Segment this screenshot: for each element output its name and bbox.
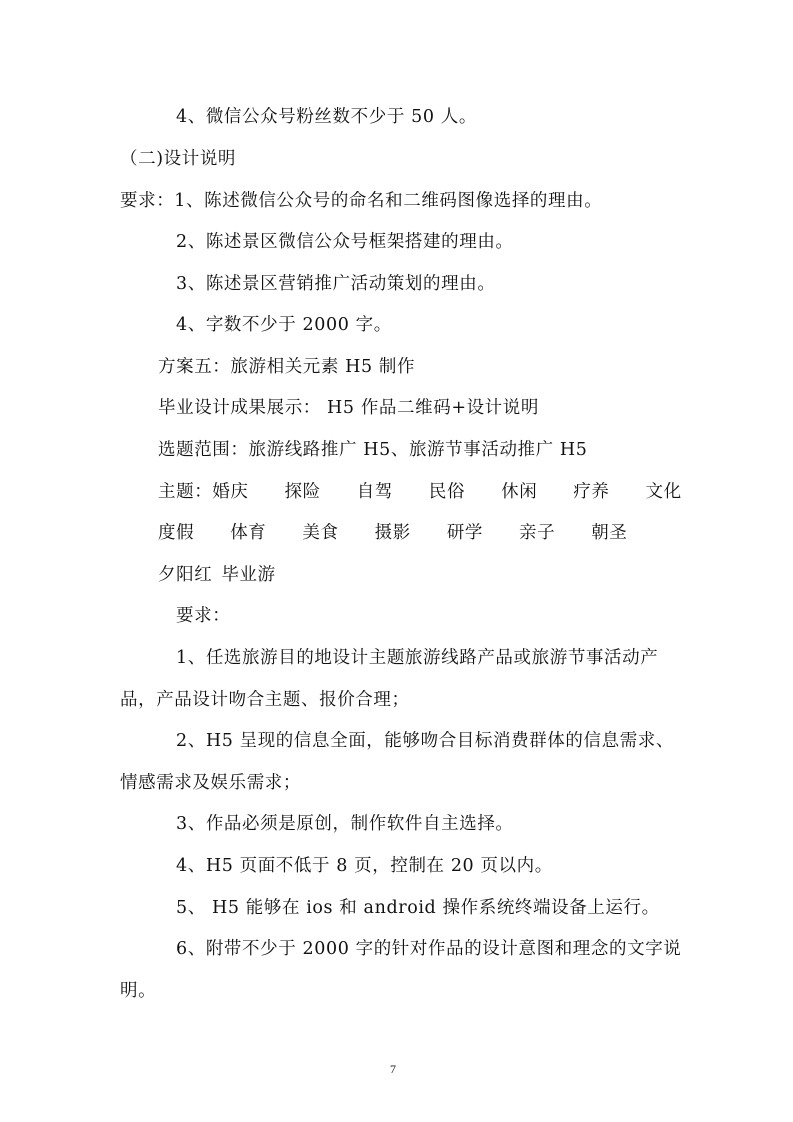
fans-requirement-line: 4、微信公众号粉丝数不少于 50 人。 (176, 107, 477, 127)
theme-item: 度假 (158, 523, 195, 543)
themes-row-3 (158, 564, 276, 586)
requirement-1-line-1: 1、任选旅游目的地设计主题旅游线路产品或旅游节事活动产 (176, 648, 659, 668)
requirement-6-line-2: 明。 (120, 981, 157, 1001)
requirement-3: 3、作品必须是原创，制作软件自主选择。 (176, 814, 514, 834)
themes-row-1 (158, 481, 682, 503)
topic-scope-line: 选题范围：旅游线路推广 H5、旅游节事活动推广 H5 (158, 440, 588, 460)
section-heading-design-notes: （二)设计说明 (120, 149, 237, 169)
theme-item: 探险 (284, 482, 321, 502)
theme-item: 夕阳红 (158, 565, 213, 585)
requirement-1-line-2: 品，产品设计吻合主题、报价合理； (120, 690, 410, 710)
theme-item: 朝圣 (591, 523, 628, 543)
design-notes-requirement-4: 4、字数不少于 2000 字。 (176, 315, 392, 335)
themes-label: 主题： (158, 482, 213, 502)
theme-item: 婚庆 (212, 482, 249, 502)
theme-item: 研学 (446, 523, 484, 543)
theme-item: 摄影 (374, 523, 411, 543)
design-notes-requirement-3: 3、陈述景区营销推广活动策划的理由。 (176, 274, 496, 294)
requirement-6-line-1: 6、附带不少于 2000 字的针对作品的设计意图和理念的文字说 (176, 939, 682, 959)
requirement-2-line-2: 情感需求及娱乐需求； (120, 773, 301, 793)
theme-item: 民俗 (428, 482, 466, 502)
theme-item: 美食 (302, 523, 339, 543)
plan-five-heading: 方案五：旅游相关元素 H5 制作 (158, 357, 416, 377)
theme-item: 文化 (645, 482, 682, 502)
theme-item: 毕业游 (221, 565, 276, 585)
theme-item: 自驾 (356, 482, 393, 502)
theme-item: 亲子 (519, 523, 556, 543)
requirement-4: 4、H5 页面不低于 8 页，控制在 20 页以内。 (176, 856, 553, 876)
requirement-2-line-1: 2、H5 呈现的信息全面，能够吻合目标消费群体的信息需求、 (176, 731, 674, 751)
themes-row-2 (158, 522, 627, 544)
requirements-label: 要求： (176, 606, 231, 626)
design-notes-requirement-1: 要求：1、陈述微信公众号的命名和二维码图像选择的理由。 (120, 191, 603, 211)
theme-item: 体育 (230, 523, 267, 543)
deliverables-line: 毕业设计成果展示： H5 作品二维码+设计说明 (158, 398, 539, 418)
theme-item: 休闲 (501, 482, 538, 502)
page-number: 7 (390, 1062, 396, 1076)
design-notes-requirement-2: 2、陈述景区微信公众号框架搭建的理由。 (176, 232, 514, 252)
theme-item: 疗养 (573, 482, 610, 502)
requirement-5: 5、 H5 能够在 ios 和 android 操作系统终端设备上运行。 (176, 898, 660, 918)
